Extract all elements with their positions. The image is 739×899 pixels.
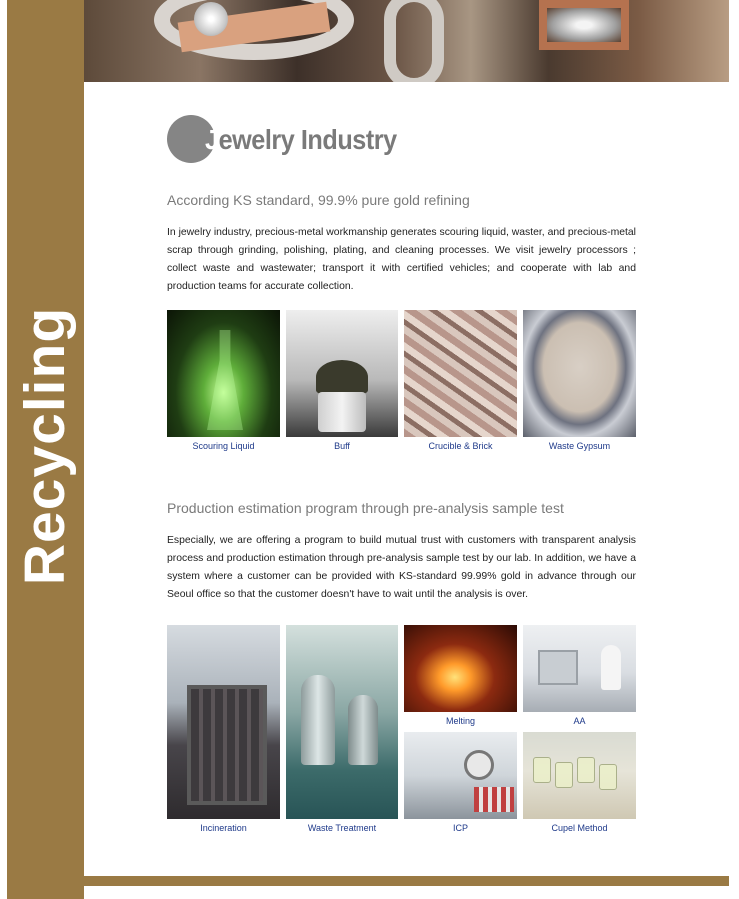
photo-crucible-brick: [404, 310, 517, 437]
tank-shape: [348, 695, 378, 765]
caption-cupel-method: Cupel Method: [551, 823, 608, 833]
photo-melting: [404, 625, 517, 712]
diamond-shape: [194, 2, 228, 36]
photo-waste-treatment: [286, 625, 398, 819]
bottom-bar: [84, 876, 729, 886]
jar-shape: [533, 757, 551, 783]
photo-aa: [523, 625, 636, 712]
photo-incineration: [167, 625, 280, 819]
caption-incineration: Incineration: [200, 823, 247, 833]
photo-icp: [404, 732, 517, 819]
flask-shape: [207, 330, 243, 430]
caption-melting: Melting: [445, 716, 475, 726]
photo-scouring-liquid: [167, 310, 280, 437]
caption-waste-gypsum: Waste Gypsum: [548, 441, 611, 451]
page-title: [205, 124, 397, 156]
side-label-recycling: Recycling: [13, 306, 77, 586]
buff-pile-shape: [316, 360, 368, 394]
lab-worker-shape: [601, 645, 621, 690]
tank-shape: [301, 675, 335, 765]
jewelry-banner-image: [84, 0, 729, 82]
incinerator-shape: [187, 685, 267, 805]
section1-paragraph: In jewelry industry, precious-metal workmanship generates scouring liquid, waster, and precious-metal scrap through grinding, polishing, plating, and cleaning processes. We visit jewelry processors ; collect waste and wastewater; transport it with certified vehicles; and cooperate with lab and production teams for accurate collection.: [167, 227, 636, 292]
jar-shape: [555, 762, 573, 788]
section2-heading: Production estimation program through pre-analysis sample test: [167, 500, 564, 516]
caption-scouring-liquid: Scouring Liquid: [192, 441, 255, 451]
caption-icp: ICP: [452, 823, 468, 833]
dial-shape: [464, 750, 494, 780]
photo-cupel-method: [523, 732, 636, 819]
caption-waste-treatment: Waste Treatment: [307, 823, 377, 833]
caption-crucible-brick: Crucible & Brick: [428, 441, 493, 451]
ring-shape: [384, 0, 444, 82]
page-title-initial: J: [205, 124, 219, 155]
caption-buff: Buff: [334, 441, 350, 451]
sample-rack-shape: [474, 787, 514, 812]
photo-waste-gypsum: [523, 310, 636, 437]
diamond-setting-shape: [539, 0, 629, 50]
jar-shape: [599, 764, 617, 790]
section2-paragraph: Especially, we are offering a program to build mutual trust with customers with transparent analysis process and production estimation through pre-analysis sample test by our lab. In addition, we have a system where a customer can be provided with KS-standard 99.99% gold in advance through our Seoul office so that the customer doesn't have to wait until the analysis is over.: [167, 535, 636, 600]
jar-shape: [577, 757, 595, 783]
page-title-rest: ewelry Industry: [218, 124, 397, 155]
caption-aa: AA: [573, 716, 586, 726]
instrument-shape: [538, 650, 578, 685]
glass-shape: [318, 392, 366, 432]
photo-buff: [286, 310, 398, 437]
section1-heading: According KS standard, 99.9% pure gold refining: [167, 192, 470, 208]
